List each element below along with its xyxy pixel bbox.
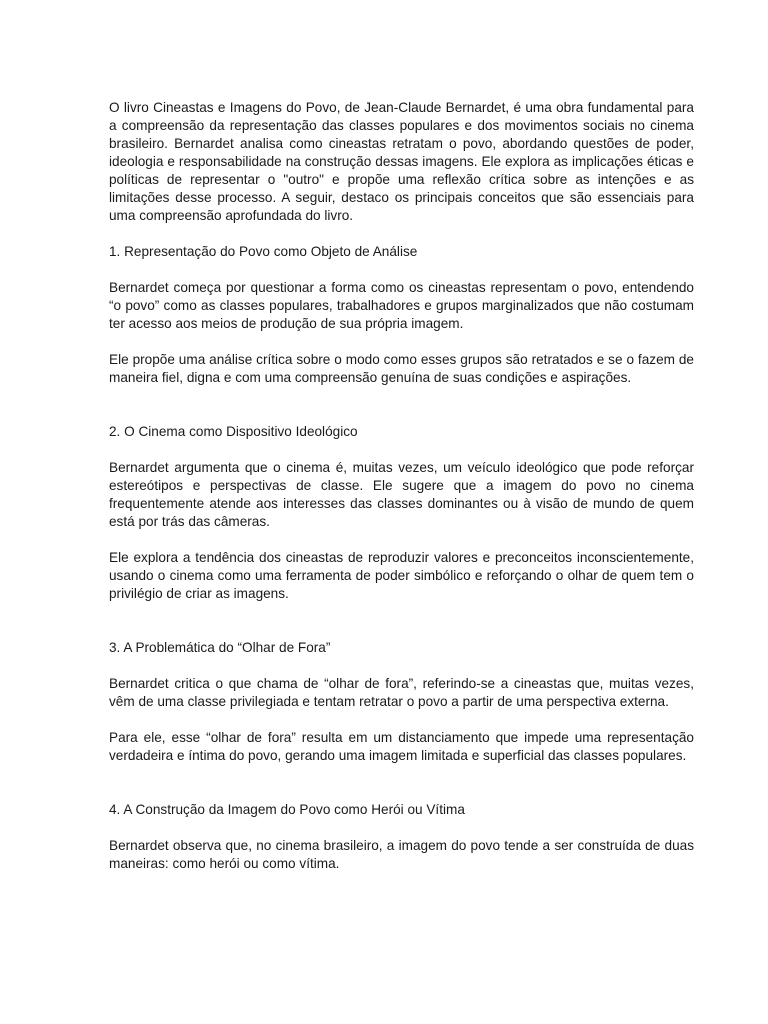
section-2-paragraph-2: Ele explora a tendência dos cineastas de reproduzir valores e preconceitos inconscientemente, usando o cinema como uma ferramenta de poder simbólico e reforçando o olhar de quem tem o privilégio de criar as imagens. — [109, 550, 694, 601]
section-1-paragraph-1: Bernardet começa por questionar a forma como os cineastas representam o povo, entendendo “o povo” como as classes populares, trabalhadores e grupos marginalizados que não costumam ter acesso aos meios de produção de sua própria imagem. — [109, 280, 694, 331]
section-3-paragraph-2: Para ele, esse “olhar de fora” resulta em um distanciamento que impede uma representação verdadeira e íntima do povo, gerando uma imagem limitada e superficial das classes populares. — [109, 730, 694, 763]
intro-paragraph: O livro Cineastas e Imagens do Povo, de Jean-Claude Bernardet, é uma obra fundamental para a compreensão da representação das classes populares e dos movimentos sociais no cinema brasileiro. Bernardet analisa como cineastas retratam o povo, abordando questões de poder, ideologia e responsabilidade na construção dessas imagens. Ele explora as implicações éticas e políticas de representar o "outro" e propõe uma reflexão crítica sobre as intenções e as limitações desse processo. A seguir, destaco os principais conceitos que são essenciais para uma compreensão aprofundada do livro. — [109, 100, 694, 223]
section-4-heading: 4. A Construção da Imagem do Povo como Herói ou Vítima — [109, 802, 465, 817]
section-3-heading: 3. A Problemática do “Olhar de Fora” — [109, 640, 331, 655]
section-2-heading: 2. O Cinema como Dispositivo Ideológico — [109, 424, 358, 439]
document-page — [109, 99, 694, 873]
section-4-paragraph-1: Bernardet observa que, no cinema brasileiro, a imagem do povo tende a ser construída de duas maneiras: como herói ou como vítima. — [109, 838, 694, 871]
section-3-paragraph-1: Bernardet critica o que chama de “olhar de fora”, referindo-se a cineastas que, muitas vezes, vêm de uma classe privilegiada e tentam retratar o povo a partir de uma perspectiva externa. — [109, 676, 694, 709]
section-2-paragraph-1: Bernardet argumenta que o cinema é, muitas vezes, um veículo ideológico que pode reforçar estereótipos e perspectivas de classe. Ele sugere que a imagem do povo no cinema frequentemente atende aos interesses das classes dominantes ou à visão de mundo de quem está por trás das câmeras. — [109, 460, 694, 529]
section-1-paragraph-2: Ele propõe uma análise crítica sobre o modo como esses grupos são retratados e se o fazem de maneira fiel, digna e com uma compreensão genuína de suas condições e aspirações. — [109, 352, 694, 385]
section-1-heading: 1. Representação do Povo como Objeto de Análise — [109, 244, 418, 259]
